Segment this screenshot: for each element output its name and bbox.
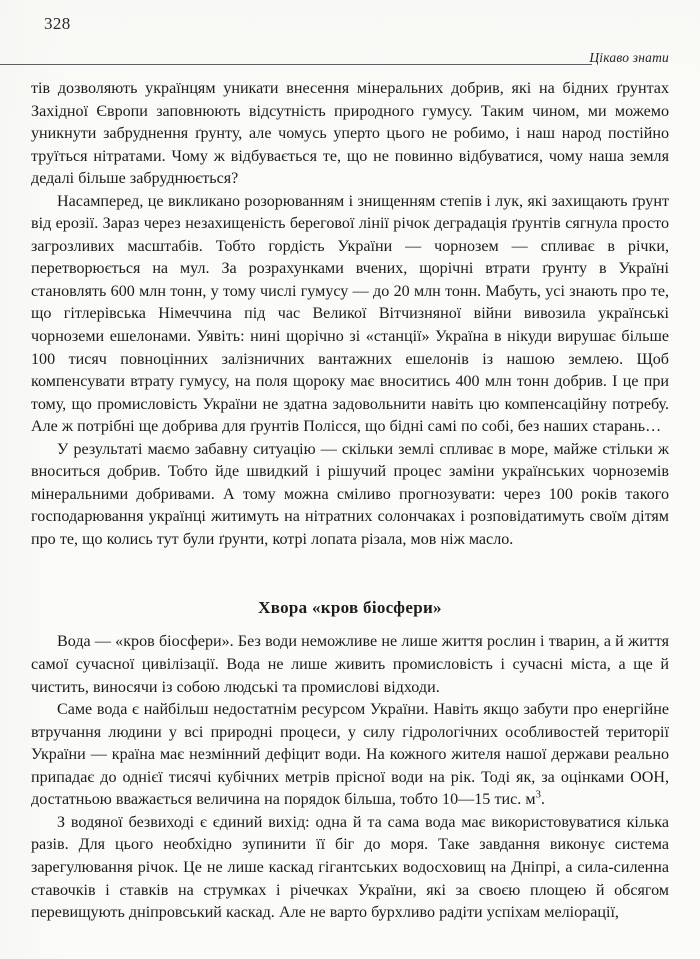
running-head-rule (0, 64, 592, 65)
paragraph-2: Насамперед, це викликано розорюванням і знищенням степів і лук, які захищають ґрунт від ерозії. Зараз через незахищеність берегової лінії річок деградація ґрунтів сягнула просто загрозливих масштабів. Тобто гордість України — чорнозем — спливає в річки, перетворюється на мул. За розрахунками вчених, щорічні втрати ґрунту в Україні становлять 600 млн тонн, у тому числі гумусу — до 20 млн тонн. Мабуть, усі знають про те, що гітлерівська Німеччина під час Великої Вітчизняної війни вивозила українські чорноземи ешелонами. Уявіть: нині щорічно зі «станції» Україна в нікуди вирушає більше 100 тисяч повноцінних залізничних вантажних ешелонів із нашою землею. Щоб компенсувати втрату гумусу, на поля щороку має вноситись 400 млн тонн добрив. І це при тому, що промисловість України не здатна задовольнити навіть цю компенсаційну потребу. Але ж потрібні ще добрива для ґрунтів Полісся, що бідні самі по собі, без наших старань… (31, 192, 669, 436)
paragraph-3: У результаті маємо забавну ситуацію — скільки землі спливає в море, майже стільки ж вноситься добрив. Тобто йде швидкий і рішучий процес заміни українських чорноземів мінеральними добривами. А тому можна сміливо прогнозувати: через 100 років такого господарювання українці житимуть на нітратних солончаках і розповідатимуть своїм дітям про те, що колись тут були ґрунти, котрі лопата різала, мов ніж масло. (31, 440, 669, 548)
paragraph-5 (31, 699, 669, 812)
section-heading: Хвора «кров біосфери» (258, 598, 442, 618)
paragraph-5-text-after-superscript: . (540, 791, 545, 809)
running-head-title: Цікаво знати (589, 50, 669, 65)
running-head (0, 50, 700, 76)
paragraph-1: тів дозволяють українцям уникати внесення мінеральних добрив, які на бідних ґрунтах Західної Європи заповнюють відсутність природного гумусу. Таким чином, ми можемо уникнути забруднення ґрунту, але чомусь уперто цього не робимо, і наш народ постійно труїться нітратами. Чому ж відбувається те, що не повинно відбуватися, чому наша земля дедалі більше забруднюється? (31, 80, 669, 188)
heading-space-above (31, 551, 669, 598)
cubic-metre-superscript: 3 (535, 789, 541, 801)
paragraph-6: З водяної безвиході є єдиний вихід: одна й та сама вода має використовуватися кілька разів. Для цього необхідно зупинити її біг до моря. Таке завдання виконує система зарегулювання річок. Це не лише каскад гігантських водосховищ на Дніпрі, а сила-силенна ставочків і ставків на струмках і річечках України, які за своєю площею й обсягом перевищують дніпровський каскад. Але не варто бурхливо радіти успіхам меліорації, (31, 813, 669, 922)
page-number: 328 (44, 14, 71, 33)
text-block (31, 78, 669, 925)
heading-space-below (31, 618, 669, 631)
paragraph-4: Вода — «кров біосфери». Без води неможливе не лише життя рослин і тварин, а й життя самої сучасної цивілізації. Вода не лише живить промисловість і сучасні міста, а ще й чистить, виносячи із собою людські та промислові відходи. (31, 633, 669, 696)
paragraph-5-text-before-superscript: Саме вода є найбільш недостатнім ресурсом України. Навіть якщо забути про енергійне втручання людини у всі природні процеси, у силу гідрологічних особливостей території України — країна має незмінний дефіцит води. На кожного жителя нашої держави реально припадає до однієї тисячі кубічних метрів прісної води на рік. Тоді як, за оцінками ООН, достатньою вважається величина на порядок більша, тобто 10—15 тис. м (31, 701, 669, 809)
